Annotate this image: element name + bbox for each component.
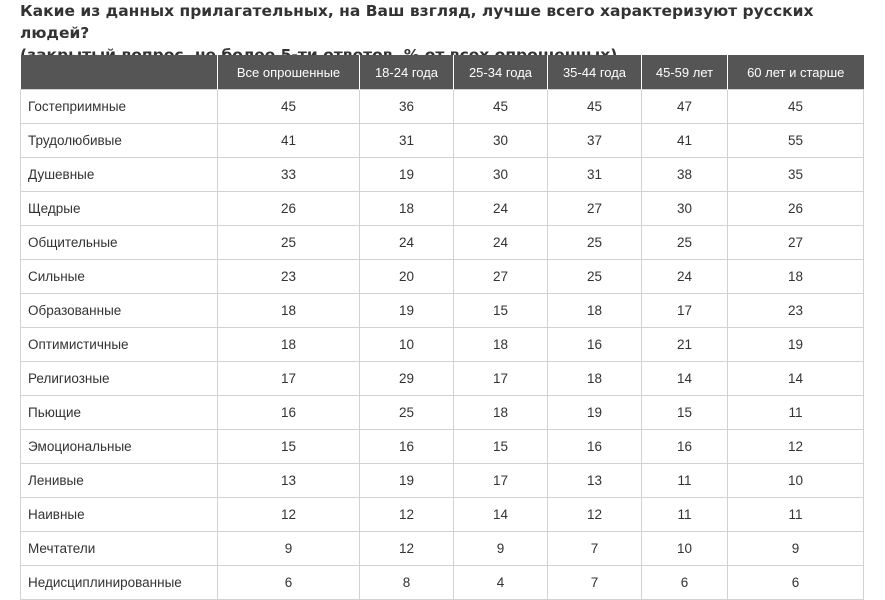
header-cell-25-34: 25-34 года	[454, 55, 548, 90]
value-cell: 25	[548, 260, 642, 294]
value-cell: 25	[548, 226, 642, 260]
value-cell: 45	[454, 90, 548, 124]
row-label: Наивные	[21, 498, 218, 532]
value-cell: 45	[548, 90, 642, 124]
table-row	[21, 396, 864, 430]
value-cell: 17	[642, 294, 728, 328]
value-cell: 18	[218, 294, 360, 328]
value-cell: 23	[728, 294, 864, 328]
row-label: Трудолюбивые	[21, 124, 218, 158]
value-cell: 15	[218, 430, 360, 464]
value-cell: 7	[548, 532, 642, 566]
value-cell: 26	[728, 192, 864, 226]
table-header-row	[21, 55, 864, 90]
row-label: Оптимистичные	[21, 328, 218, 362]
value-cell: 6	[642, 566, 728, 600]
value-cell: 24	[454, 192, 548, 226]
row-label: Мечтатели	[21, 532, 218, 566]
header-cell-18-24: 18-24 года	[360, 55, 454, 90]
table-row	[21, 430, 864, 464]
value-cell: 27	[548, 192, 642, 226]
row-label: Религиозные	[21, 362, 218, 396]
value-cell: 16	[548, 430, 642, 464]
value-cell: 15	[454, 294, 548, 328]
row-label: Образованные	[21, 294, 218, 328]
table-row	[21, 328, 864, 362]
value-cell: 30	[642, 192, 728, 226]
value-cell: 17	[454, 362, 548, 396]
table-row	[21, 90, 864, 124]
value-cell: 16	[218, 396, 360, 430]
value-cell: 8	[360, 566, 454, 600]
value-cell: 11	[728, 396, 864, 430]
table-row	[21, 294, 864, 328]
row-label: Недисциплинированные	[21, 566, 218, 600]
value-cell: 19	[360, 294, 454, 328]
value-cell: 14	[642, 362, 728, 396]
value-cell: 41	[218, 124, 360, 158]
value-cell: 29	[360, 362, 454, 396]
value-cell: 12	[548, 498, 642, 532]
header-cell-all: Все опрошенные	[218, 55, 360, 90]
table-row	[21, 158, 864, 192]
value-cell: 20	[360, 260, 454, 294]
value-cell: 12	[728, 430, 864, 464]
value-cell: 35	[728, 158, 864, 192]
value-cell: 18	[454, 396, 548, 430]
value-cell: 9	[728, 532, 864, 566]
table-row	[21, 192, 864, 226]
results-table	[20, 55, 864, 600]
value-cell: 18	[218, 328, 360, 362]
value-cell: 21	[642, 328, 728, 362]
value-cell: 19	[360, 158, 454, 192]
value-cell: 14	[454, 498, 548, 532]
table-row	[21, 566, 864, 600]
value-cell: 25	[642, 226, 728, 260]
value-cell: 19	[360, 464, 454, 498]
value-cell: 45	[728, 90, 864, 124]
value-cell: 26	[218, 192, 360, 226]
value-cell: 15	[642, 396, 728, 430]
table-body	[21, 90, 864, 600]
value-cell: 18	[360, 192, 454, 226]
value-cell: 31	[548, 158, 642, 192]
value-cell: 11	[728, 498, 864, 532]
value-cell: 11	[642, 464, 728, 498]
value-cell: 23	[218, 260, 360, 294]
value-cell: 25	[218, 226, 360, 260]
table-row	[21, 362, 864, 396]
value-cell: 12	[360, 532, 454, 566]
row-label: Гостеприимные	[21, 90, 218, 124]
table-row	[21, 532, 864, 566]
value-cell: 16	[360, 430, 454, 464]
value-cell: 12	[360, 498, 454, 532]
value-cell: 14	[728, 362, 864, 396]
value-cell: 27	[728, 226, 864, 260]
value-cell: 4	[454, 566, 548, 600]
row-label: Душевные	[21, 158, 218, 192]
value-cell: 17	[454, 464, 548, 498]
value-cell: 16	[548, 328, 642, 362]
value-cell: 13	[218, 464, 360, 498]
value-cell: 18	[548, 294, 642, 328]
value-cell: 16	[642, 430, 728, 464]
value-cell: 11	[642, 498, 728, 532]
value-cell: 45	[218, 90, 360, 124]
value-cell: 10	[728, 464, 864, 498]
row-label: Эмоциональные	[21, 430, 218, 464]
row-label: Сильные	[21, 260, 218, 294]
value-cell: 9	[218, 532, 360, 566]
value-cell: 17	[218, 362, 360, 396]
value-cell: 19	[548, 396, 642, 430]
value-cell: 25	[360, 396, 454, 430]
header-cell-60-plus: 60 лет и старше	[728, 55, 864, 90]
row-label: Общительные	[21, 226, 218, 260]
value-cell: 10	[360, 328, 454, 362]
value-cell: 41	[642, 124, 728, 158]
value-cell: 18	[728, 260, 864, 294]
value-cell: 6	[728, 566, 864, 600]
row-label: Ленивые	[21, 464, 218, 498]
header-cell-35-44: 35-44 года	[548, 55, 642, 90]
value-cell: 7	[548, 566, 642, 600]
value-cell: 33	[218, 158, 360, 192]
header-cell-label	[21, 55, 218, 90]
value-cell: 9	[454, 532, 548, 566]
value-cell: 38	[642, 158, 728, 192]
value-cell: 24	[360, 226, 454, 260]
value-cell: 13	[548, 464, 642, 498]
value-cell: 30	[454, 124, 548, 158]
table-row	[21, 260, 864, 294]
value-cell: 10	[642, 532, 728, 566]
value-cell: 47	[642, 90, 728, 124]
value-cell: 27	[454, 260, 548, 294]
row-label: Щедрые	[21, 192, 218, 226]
table-row	[21, 124, 864, 158]
header-cell-45-59: 45-59 лет	[642, 55, 728, 90]
table-row	[21, 464, 864, 498]
value-cell: 37	[548, 124, 642, 158]
value-cell: 12	[218, 498, 360, 532]
value-cell: 31	[360, 124, 454, 158]
row-label: Пьющие	[21, 396, 218, 430]
value-cell: 18	[548, 362, 642, 396]
value-cell: 30	[454, 158, 548, 192]
value-cell: 24	[454, 226, 548, 260]
table-row	[21, 498, 864, 532]
value-cell: 36	[360, 90, 454, 124]
value-cell: 18	[454, 328, 548, 362]
value-cell: 55	[728, 124, 864, 158]
value-cell: 15	[454, 430, 548, 464]
value-cell: 24	[642, 260, 728, 294]
title-line-1: Какие из данных прилагательных, на Ваш взгляд, лучше всего характеризуют русских людей?	[20, 2, 814, 42]
value-cell: 6	[218, 566, 360, 600]
value-cell: 19	[728, 328, 864, 362]
table-row	[21, 226, 864, 260]
